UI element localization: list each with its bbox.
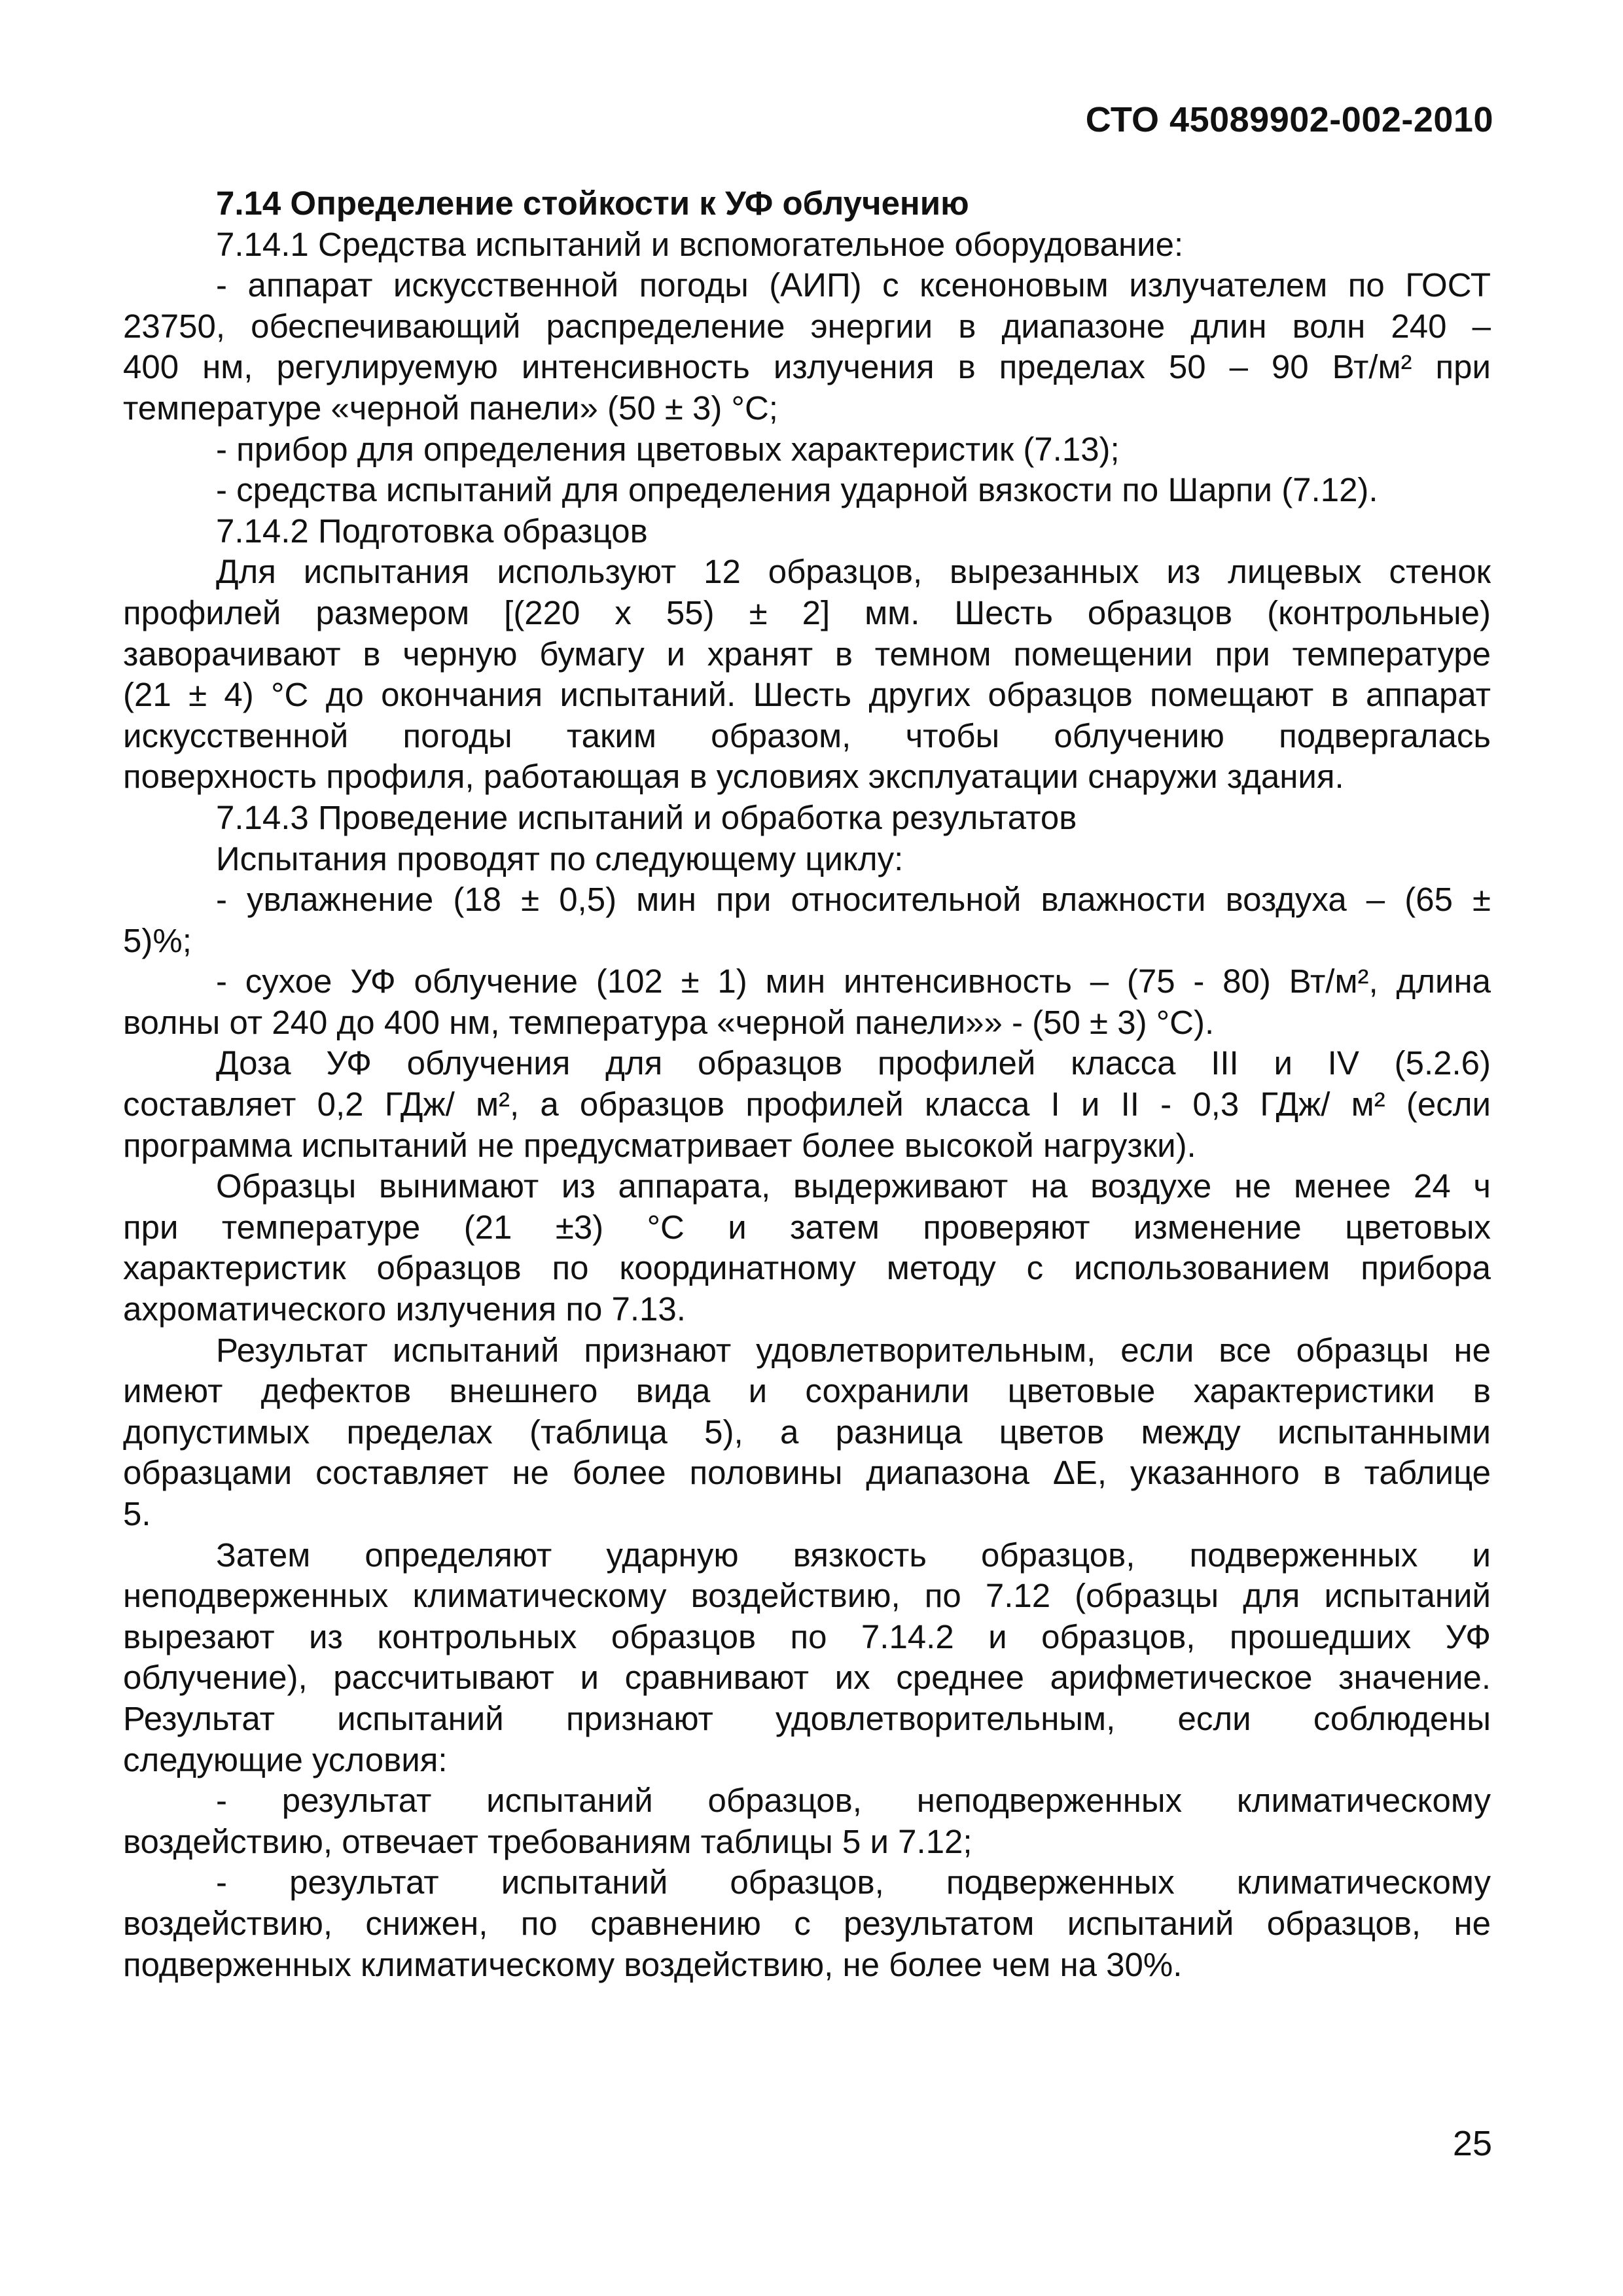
text-line: Испытания проводят по следующему циклу: [216,839,904,877]
text-line: температуре «черной панели» (50 ± 3) °С; [123,389,778,427]
text-line: 23750, обеспечивающий распределение энергии в диапазоне длин волн 240 – [123,307,1491,345]
text-line: - результат испытаний образцов, неподверженных климатическому [216,1782,1491,1820]
text-line: имеют дефектов внешнего вида и сохранили цветовые характеристики в [123,1372,1491,1410]
subsection-heading: 7.14.3 Проведение испытаний и обработка результатов [216,798,1077,836]
text-line: 7.14.1 Средства испытаний и вспомогательное оборудование: [216,225,1184,263]
text-line: характеристик образцов по координатному методу с использованием прибора [123,1249,1491,1287]
text-line: волны от 240 до 400 нм, температура «черной панели»» - (50 ± 3) °С). [123,1003,1215,1041]
text-line: - результат испытаний образцов, подверженных климатическому [216,1863,1491,1901]
section-heading: 7.14 Определение стойкости к УФ облучению [216,185,969,222]
subsection-heading: 7.14.2 Подготовка образцов [216,512,648,550]
text-line: - аппарат искусственной погоды (АИП) с ксеноновым излучателем по ГОСТ [216,266,1491,304]
text-line: 5. [123,1495,151,1532]
text-line: 400 нм, регулируемую интенсивность излучения в пределах 50 – 90 Вт/м² при [123,348,1491,386]
text-line: облучение), рассчитывают и сравнивают их среднее арифметическое значение. [123,1659,1491,1697]
text-line: Результат испытаний признают удовлетворительным, если все образцы не [216,1331,1491,1369]
text-line: допустимых пределах (таблица 5), а разница цветов между испытанными [123,1413,1491,1451]
text-line: Для испытания используют 12 образцов, вырезанных из лицевых стенок [216,553,1491,591]
text-line: вырезают из контрольных образцов по 7.14.2 и образцов, прошедших УФ [123,1617,1491,1655]
text-line: 5)%; [123,921,192,959]
text-line: неподверженных климатическому воздействию, по 7.12 (образцы для испытаний [123,1577,1491,1615]
text-line: Затем определяют ударную вязкость образцов, подверженных и [216,1536,1491,1574]
text-line: искусственной погоды таким образом, чтобы облучению подвергалась [123,716,1491,754]
text-line: программа испытаний не предусматривает более высокой нагрузки). [123,1126,1196,1164]
text-line: профилей размером [(220 x 55) ± 2] мм. Шесть образцов (контрольные) [123,593,1491,631]
text-line: (21 ± 4) °С до окончания испытаний. Шесть других образцов помещают в аппарат [123,676,1491,714]
text-line: - прибор для определения цветовых характеристик (7.13); [216,430,1120,468]
text-line: поверхность профиля, работающая в условиях эксплуатации снаружи здания. [123,758,1344,796]
text-line: ахроматического излучения по 7.13. [123,1290,686,1328]
document-code-header: СТО 45089902-002-2010 [1085,100,1493,139]
text-line: - увлажнение (18 ± 0,5) мин при относительной влажности воздуха – (65 ± [216,881,1491,919]
text-line: Результат испытаний признают удовлетворительным, если соблюдены [123,1699,1491,1737]
text-line: - сухое УФ облучение (102 ± 1) мин интенсивность – (75 - 80) Вт/м², длина [216,963,1491,1000]
text-line: следующие условия: [123,1740,448,1778]
text-line: - средства испытаний для определения ударной вязкости по Шарпи (7.12). [216,471,1378,509]
text-line: подверженных климатическому воздействию, не более чем на 30%. [123,1945,1183,1983]
document-body [123,183,1491,1985]
text-line: Образцы вынимают из аппарата, выдерживают на воздухе не менее 24 ч [216,1167,1491,1205]
page-number: 25 [1452,2124,1492,2163]
text-line: воздействию, отвечает требованиям таблицы 5 и 7.12; [123,1822,972,1860]
text-line: Доза УФ облучения для образцов профилей класса III и IV (5.2.6) [216,1044,1491,1082]
text-line: образцами составляет не более половины диапазона ΔЕ, указанного в таблице [123,1454,1491,1492]
text-line: заворачивают в черную бумагу и хранят в темном помещении при температуре [123,635,1491,673]
text-line: воздействию, снижен, по сравнению с результатом испытаний образцов, не [123,1904,1491,1942]
text-line: при температуре (21 ±3) °С и затем проверяют изменение цветовых [123,1208,1491,1246]
text-line: составляет 0,2 ГДж/ м², а образцов профилей класса I и II - 0,3 ГДж/ м² (если [123,1086,1491,1123]
